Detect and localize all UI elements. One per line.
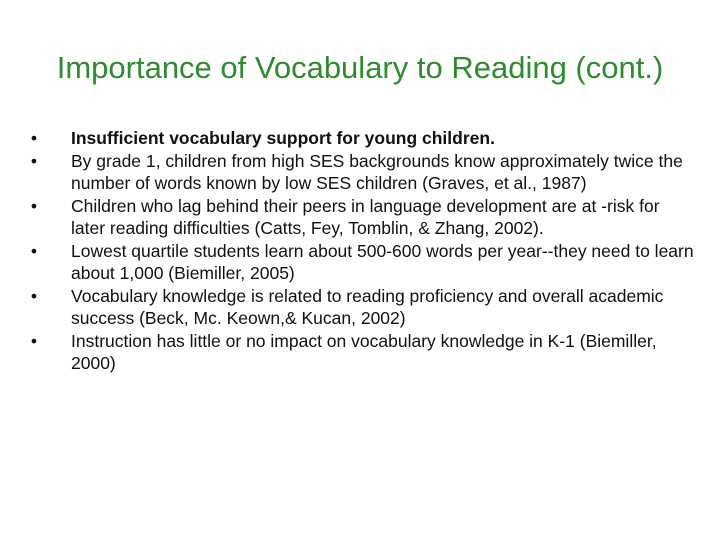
- bullet-text: Lowest quartile students learn about 500-600 words per year--they need to learn about 1,000 (Biemiller, 2005): [71, 240, 694, 283]
- bullet-item: [27, 150, 697, 195]
- bullet-text: Children who lag behind their peers in language development are at -risk for later reading difficulties (Catts, Fey, Tomblin, & Zhang, 2002).: [71, 195, 660, 238]
- bullet-text: Instruction has little or no impact on vocabulary knowledge in K-1 (Biemiller, 2000): [71, 330, 657, 373]
- bullet-text: Insufficient vocabulary support for young children.: [71, 128, 495, 148]
- bullet-marker-icon: •: [30, 285, 38, 306]
- bullet-marker-icon: •: [30, 150, 38, 171]
- bullet-item: [27, 195, 697, 240]
- bullet-marker-icon: •: [30, 330, 38, 351]
- bullet-text: Vocabulary knowledge is related to reading proficiency and overall academic success (Beck, Mc. Keown,& Kucan, 2002): [71, 285, 664, 328]
- bullet-item: [27, 240, 697, 285]
- slide-title: Importance of Vocabulary to Reading (cont.): [56, 50, 664, 85]
- bullet-marker-icon: •: [30, 240, 38, 261]
- bullet-marker-icon: •: [30, 195, 38, 216]
- bullet-list: [27, 127, 697, 375]
- bullet-item: [27, 330, 697, 375]
- bullet-text: By grade 1, children from high SES backgrounds know approximately twice the number of words known by low SES children (Graves, et al., 1987): [71, 150, 683, 193]
- bullet-item: [27, 285, 697, 330]
- bullet-item: [27, 127, 697, 150]
- bullet-marker-icon: •: [30, 128, 38, 148]
